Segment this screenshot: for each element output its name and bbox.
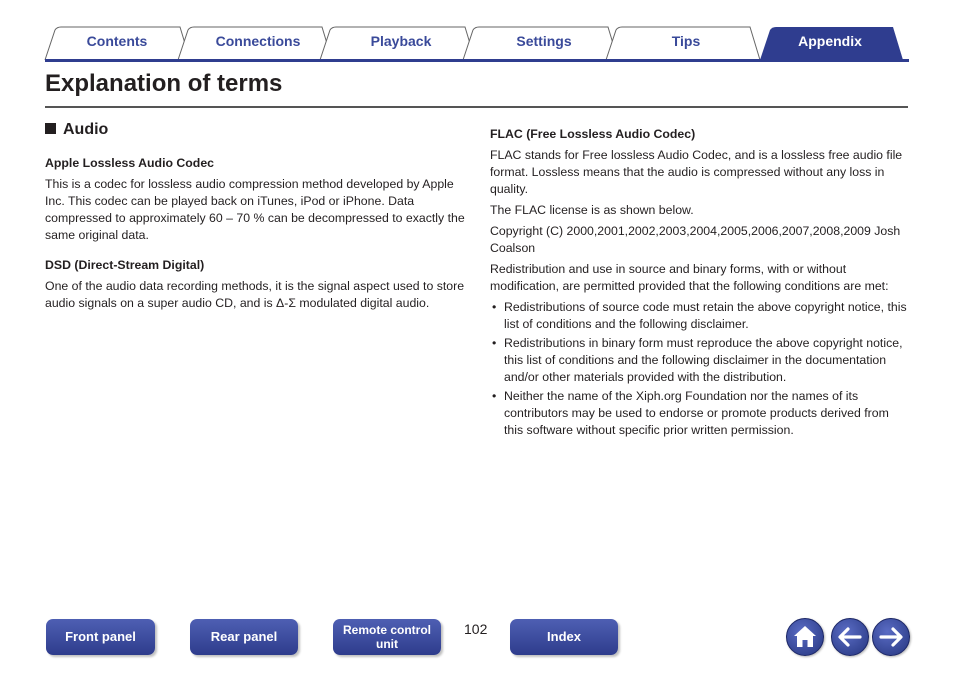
license-intro: The FLAC license is as shown below. (490, 203, 694, 217)
tab-settings[interactable]: Settings (516, 33, 572, 49)
term-title: Apple Lossless Audio Codec (45, 156, 214, 170)
term-description: One of the audio data recording methods, it is the signal aspect used to store audio signals on a super audio CD, and is Δ-Σ modulated digital audio. (45, 279, 465, 310)
rear-panel-button[interactable] (190, 619, 298, 655)
front-panel-button[interactable] (46, 619, 155, 655)
remote-control-unit-button[interactable] (333, 619, 441, 655)
tab-appendix[interactable]: Appendix (798, 33, 862, 49)
arrow-left-icon (832, 619, 868, 655)
back-button[interactable] (831, 618, 869, 656)
tab-playback[interactable]: Playback (370, 33, 432, 49)
forward-button[interactable] (872, 618, 910, 656)
remote-label-line1: Remote control (342, 623, 431, 637)
home-icon (787, 619, 823, 655)
rear-panel-label: Rear panel (210, 629, 278, 644)
list-item: • Redistributions of source code must retain the above copyright notice, this list of conditions and the following disclaimer. (490, 299, 910, 333)
tab-tips[interactable]: Tips (671, 33, 701, 49)
tab-bar-shapes (0, 0, 954, 62)
title-divider (45, 106, 908, 108)
license-conditions: Redistribution and use in source and binary forms, with or without modification, are permitted provided that the following conditions are met: (490, 262, 889, 293)
list-item: • Redistributions in binary form must reproduce the above copyright notice, this list of conditions and the following disclaimer in the documentation and/or other materials provided with the distribution. (490, 335, 910, 386)
term-title: FLAC (Free Lossless Audio Codec) (490, 127, 696, 141)
index-button[interactable] (510, 619, 618, 655)
term-description: FLAC stands for Free lossless Audio Codec, and is a lossless free audio file format. Lossless means that the audio is compressed without any loss in quality. (490, 148, 903, 196)
term-description: This is a codec for lossless audio compression method developed by Apple Inc. This codec can be played back on iTunes, iPod or iPhone. Data compressed to approximately 60 – 70 % can be decompressed to exactly the same original data. (45, 177, 465, 242)
right-column (490, 126, 910, 441)
tab-bar (0, 0, 954, 62)
page-title: Explanation of terms (45, 70, 283, 97)
page-number: 102 (464, 621, 488, 637)
arrow-right-icon (873, 619, 909, 655)
section-heading (45, 121, 108, 139)
term-title: DSD (Direct-Stream Digital) (45, 258, 205, 272)
index-label: Index (547, 629, 581, 644)
copyright-line: Copyright (C) 2000,2001,2002,2003,2004,2005,2006,2007,2008,2009 Josh Coalson (490, 224, 901, 255)
list-item: • Neither the name of the Xiph.org Foundation nor the names of its contributors may be used to endorse or promote products derived from this software without specific prior written permission. (490, 388, 910, 439)
left-column (45, 155, 465, 316)
remote-label-line2: unit (376, 637, 398, 651)
license-bullet-list (490, 299, 910, 439)
tab-baseline (45, 59, 909, 62)
spacer (45, 248, 465, 257)
front-panel-label: Front panel (65, 629, 136, 644)
section-title: Audio (63, 121, 109, 138)
tab-connections[interactable]: Connections (215, 33, 301, 49)
home-button[interactable] (786, 618, 824, 656)
tab-contents[interactable]: Contents (86, 33, 148, 49)
square-bullet-icon (45, 123, 56, 134)
